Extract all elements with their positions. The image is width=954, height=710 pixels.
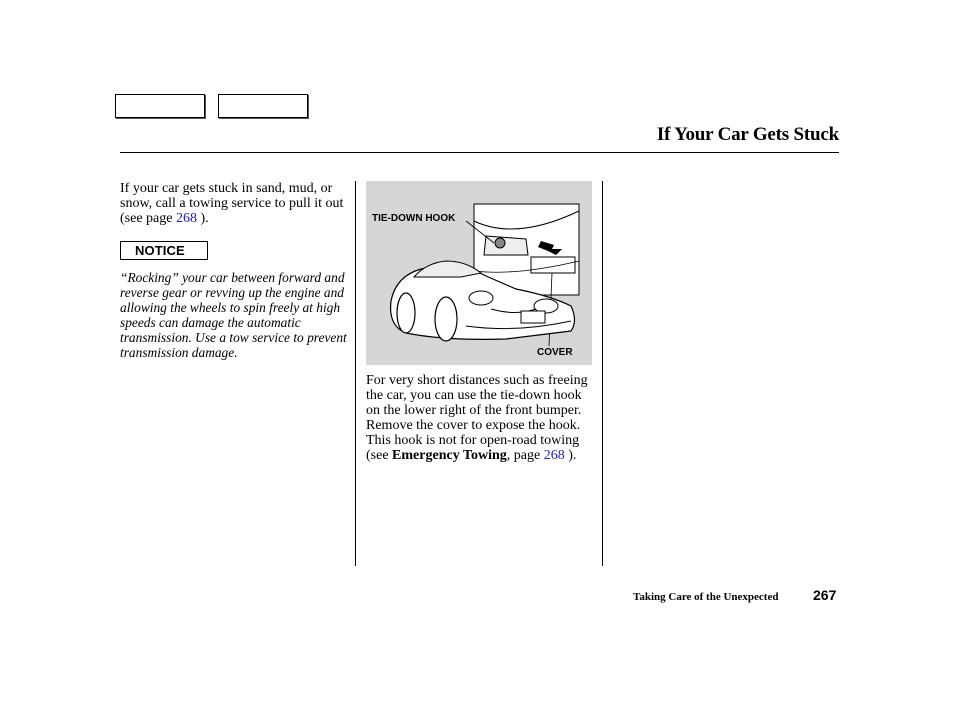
body-paragraph bbox=[366, 373, 596, 463]
wheel-right bbox=[435, 297, 457, 341]
hook-detail-icon bbox=[495, 238, 505, 248]
column-divider-left bbox=[355, 181, 356, 566]
footer-section-title: Taking Care of the Unexpected bbox=[633, 591, 779, 603]
emergency-towing-link[interactable]: Emergency Towing bbox=[392, 448, 507, 463]
body-text: For very short distances such as freeing the car, you can use the tie-down hook on the lower right of the front bumper. Remove the cover to expose the hook. This hook is not for open-road towing (see bbox=[366, 373, 588, 463]
nav-button-contents[interactable] bbox=[218, 94, 308, 118]
notice-badge: NOTICE bbox=[120, 241, 208, 260]
intro-text: If your car gets stuck in sand, mud, or snow, call a towing service to pull it out (see page bbox=[120, 181, 344, 226]
page-link-268[interactable]: 268 bbox=[175, 211, 197, 226]
intro-text-end: ). bbox=[196, 211, 209, 226]
tie-down-hook-figure bbox=[366, 181, 592, 365]
page-number: 267 bbox=[813, 587, 837, 603]
title-divider bbox=[120, 152, 839, 153]
tie-down-hook-label: TIE-DOWN HOOK bbox=[372, 213, 456, 224]
body-text-end: ). bbox=[564, 448, 577, 463]
intro-paragraph bbox=[120, 181, 346, 226]
page-title: If Your Car Gets Stuck bbox=[656, 124, 839, 145]
wheel-left bbox=[397, 293, 415, 333]
body-text-mid: , page bbox=[506, 448, 544, 463]
page-link-268-body[interactable]: 268 bbox=[543, 448, 565, 463]
cover-label: COVER bbox=[537, 347, 573, 358]
car-front-bumper-illustration bbox=[366, 181, 592, 365]
column-divider-right bbox=[602, 181, 603, 566]
notice-text: “Rocking” your car between forward and reverse gear or revving up the engine and allowing the wheels to spin freely at high speeds can damage the automatic transmission. Use a tow service to prevent transmission damage. bbox=[120, 270, 347, 360]
license-plate bbox=[521, 311, 545, 323]
nav-button-main-menu[interactable] bbox=[115, 94, 205, 118]
